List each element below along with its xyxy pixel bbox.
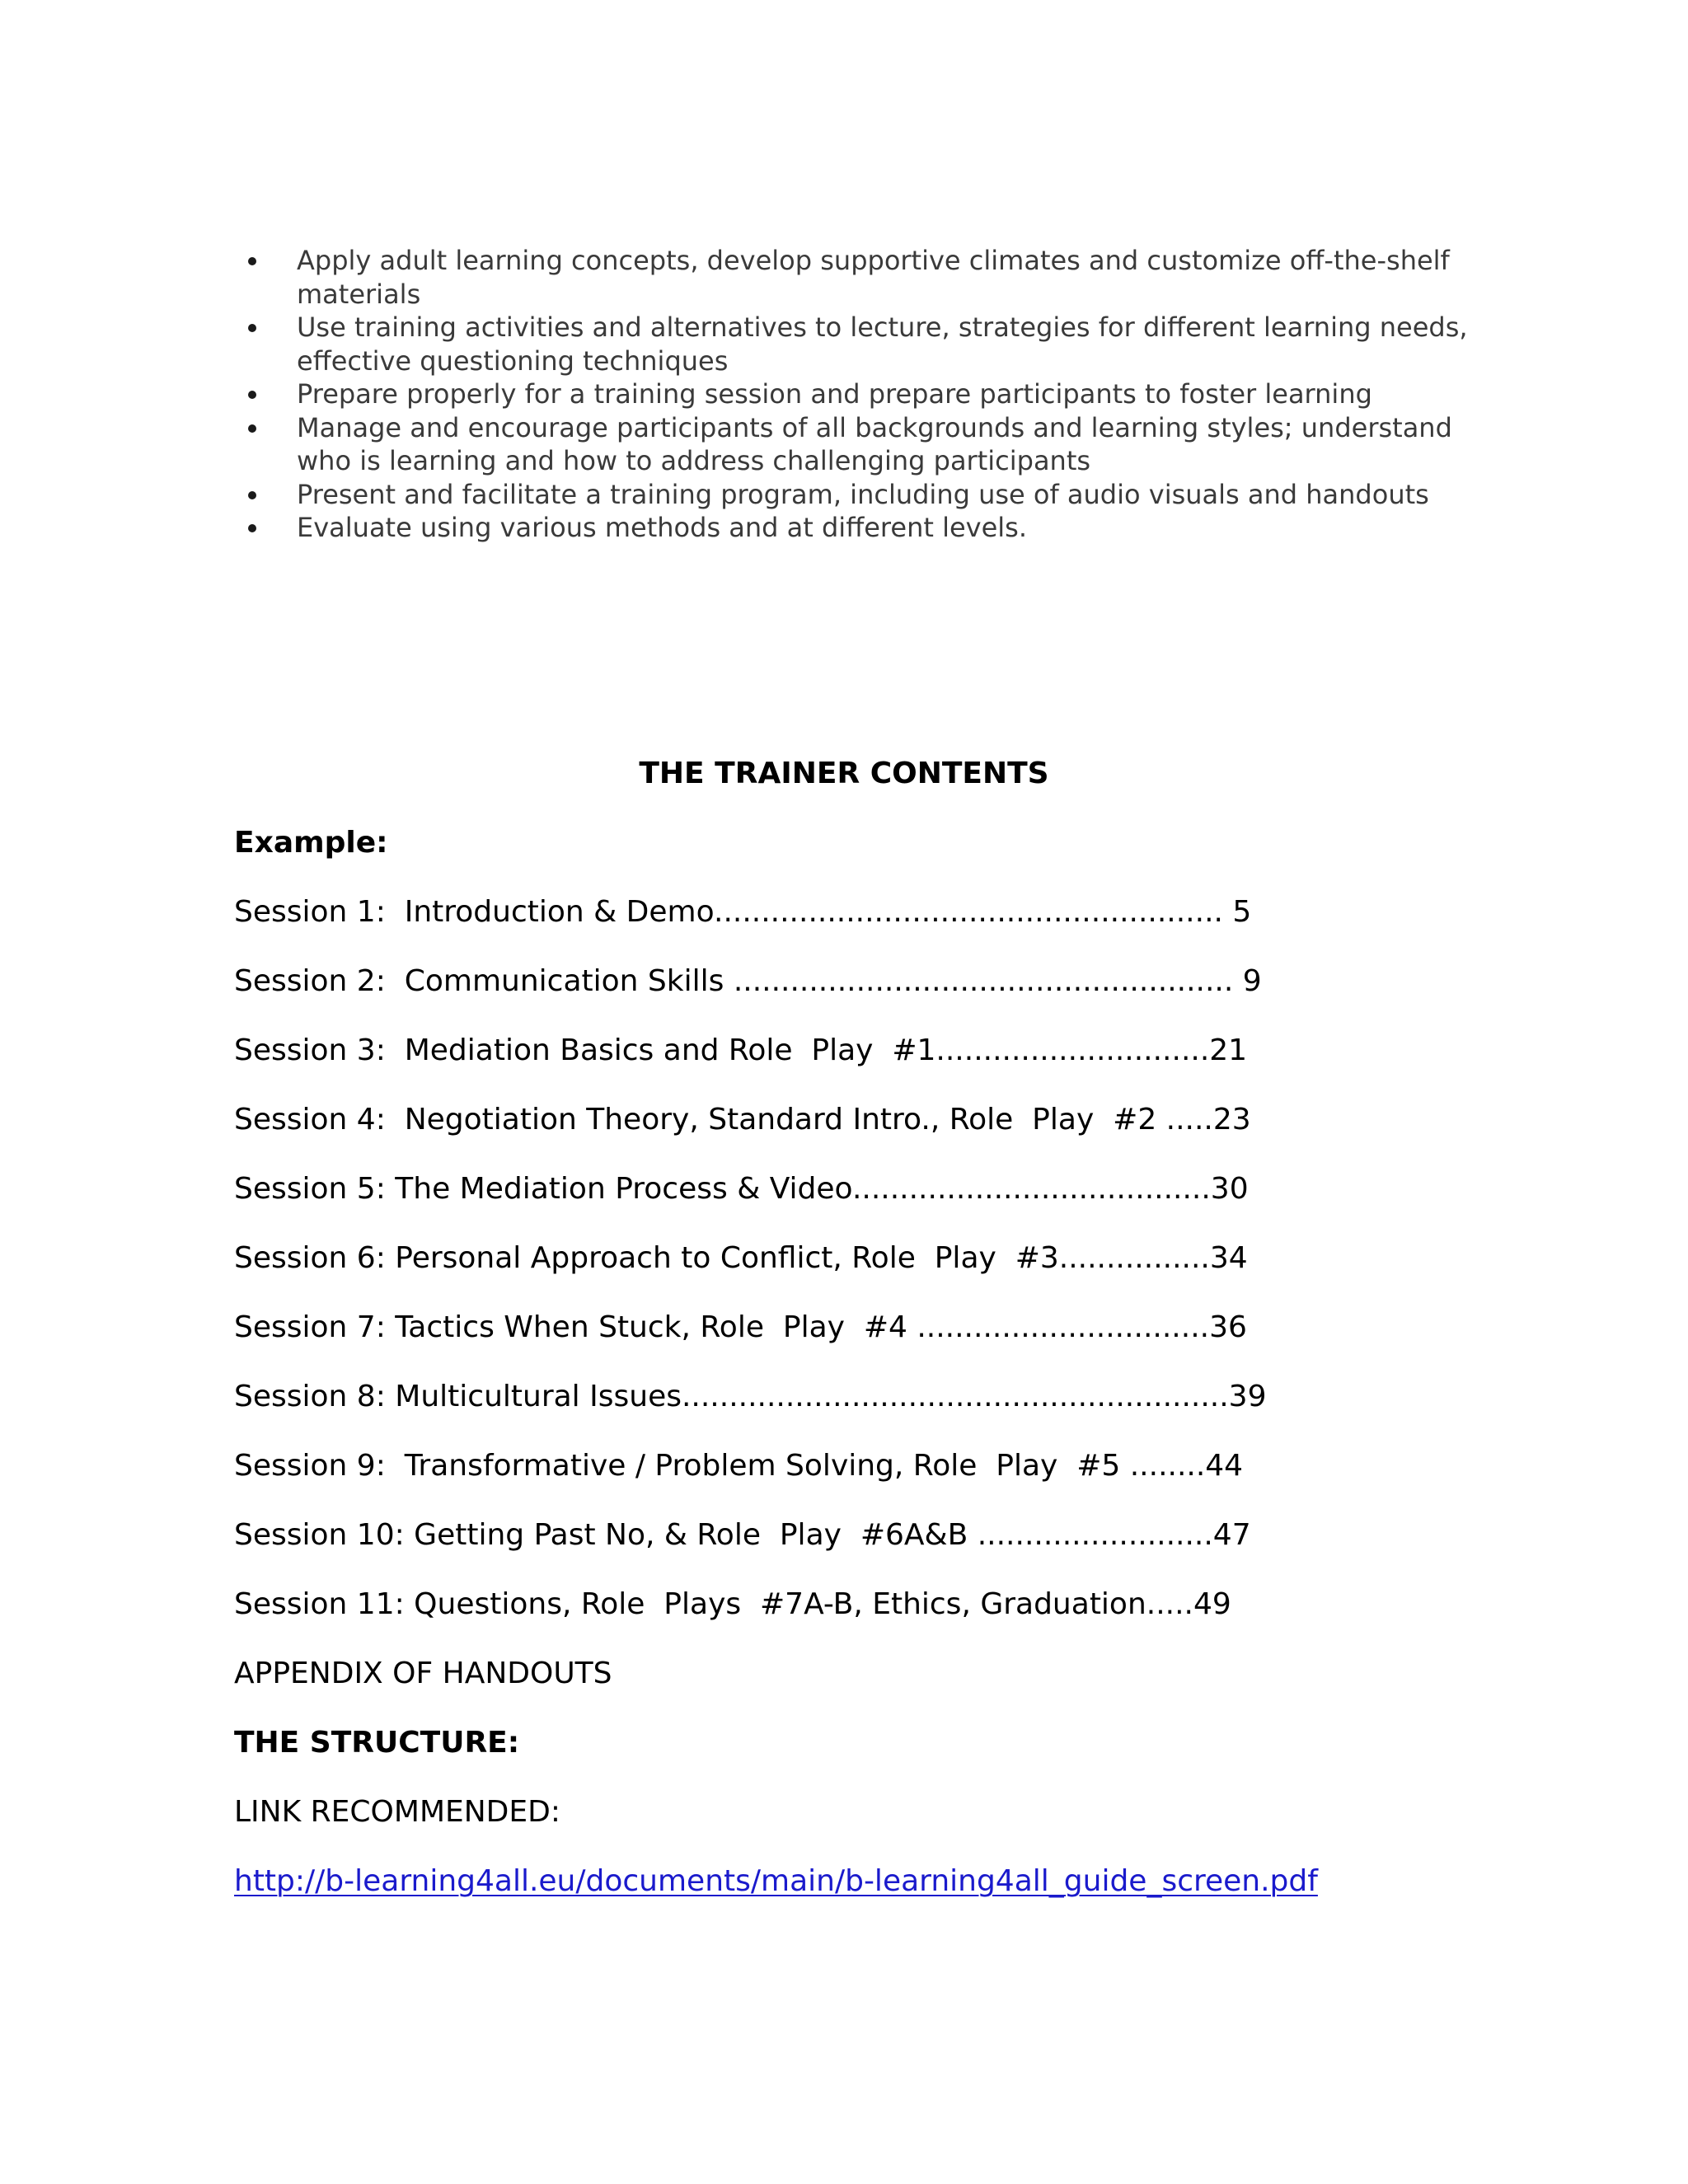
toc-entry-session-6: Session 6: Personal Approach to Conflict, Role Play #3................34 [234,1241,1248,1275]
toc-title: THE TRAINER CONTENTS [639,757,1049,790]
toc-entry-session-2: Session 2: Communication Skills ..................................................... 9 [234,964,1262,998]
list-item-text: Prepare properly for a training session and prepare participants to foster learning [297,378,1372,410]
list-item [234,244,1470,311]
toc-entry-session-8: Session 8: Multicultural Issues..........................................................39 [234,1380,1267,1413]
bullet-icon [248,524,256,532]
bullet-icon [248,257,256,265]
objectives-list [234,244,1470,545]
appendix-label: APPENDIX OF HANDOUTS [234,1657,612,1690]
list-item-text: Manage and encourage participants of all backgrounds and learning styles; understand who is learning and how to address challenging participants [297,411,1452,476]
list-item [234,478,1470,512]
toc-entry-session-11: Session 11: Questions, Role Plays #7A-B, Ethics, Graduation.....49 [234,1587,1231,1621]
bullet-icon [248,491,256,499]
toc-entry-session-9: Session 9: Transformative / Problem Solving, Role Play #5 ........44 [234,1449,1244,1483]
bullet-icon [248,424,256,433]
structure-heading: THE STRUCTURE: [234,1726,520,1760]
list-item-text: Present and facilitate a training program, including use of audio visuals and handouts [297,478,1429,510]
list-item [234,311,1470,377]
list-item-text: Apply adult learning concepts, develop supportive climates and customize off-the-shelf materials [297,245,1450,310]
toc-entry-session-1: Session 1: Introduction & Demo...................................................... 5 [234,895,1252,929]
toc-entry-session-10: Session 10: Getting Past No, & Role Play #6A&B .........................47 [234,1518,1251,1552]
link-recommended-label: LINK RECOMMENDED: [234,1795,560,1829]
list-item [234,511,1470,545]
example-label: Example: [234,826,388,860]
toc-entry-session-3: Session 3: Mediation Basics and Role Play #1.............................21 [234,1033,1248,1067]
toc-entry-session-7: Session 7: Tactics When Stuck, Role Play #4 ...............................36 [234,1310,1247,1344]
list-item-text: Evaluate using various methods and at different levels. [297,512,1027,543]
list-item-text: Use training activities and alternatives to lecture, strategies for different learning needs, effective questioning techniques [297,312,1468,377]
toc-entry-session-5: Session 5: The Mediation Process & Video......................................30 [234,1172,1249,1206]
list-item [234,377,1470,411]
bullet-icon [248,391,256,399]
list-item [234,411,1470,478]
bullet-icon [248,324,256,332]
toc-entry-session-4: Session 4: Negotiation Theory, Standard Intro., Role Play #2 .....23 [234,1103,1251,1137]
recommended-link[interactable]: http://b-learning4all.eu/documents/main/b-learning4all_guide_screen.pdf [234,1864,1318,1898]
